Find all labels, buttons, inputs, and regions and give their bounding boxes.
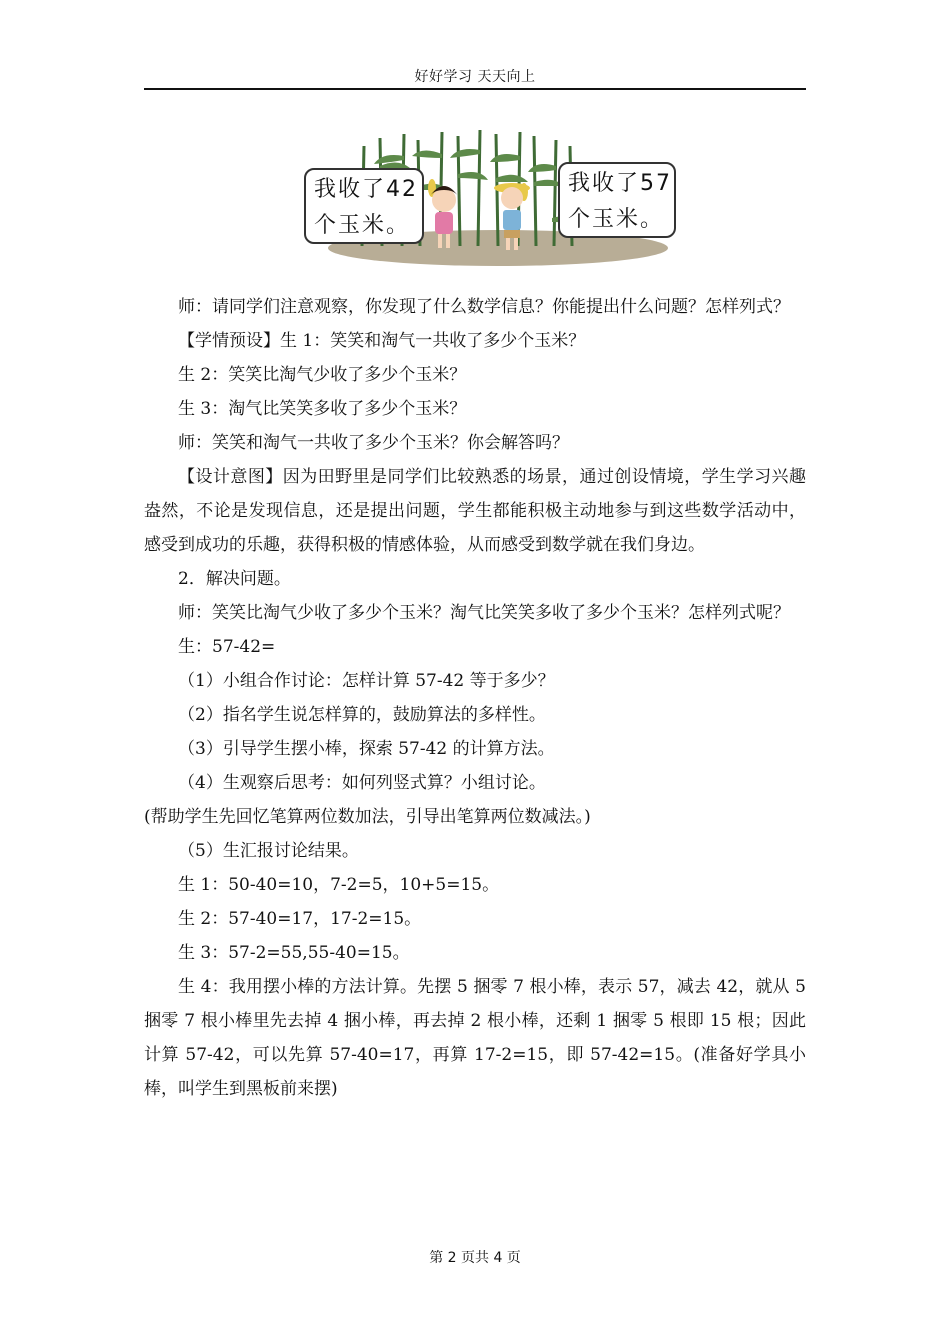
- paragraph: 师：请同学们注意观察，你发现了什么数学信息？你能提出什么问题？怎样列式？: [178, 297, 790, 317]
- paragraph: （1）小组合作讨论：怎样计算 57-42 等于多少？: [178, 671, 555, 691]
- page-header: 好好学习 天天向上: [414, 69, 536, 85]
- paragraph: (帮助学生先回忆笔算两位数加法，引导出笔算两位数减法。): [144, 807, 591, 827]
- cornfield-illustration: [302, 126, 678, 268]
- speech-bubble-boy: [558, 162, 676, 238]
- bubble-boy-line2: 个玉米。: [568, 207, 665, 232]
- paragraph: （4）生观察后思考：如何列竖式算？小组讨论。: [178, 773, 546, 793]
- paragraph: 生 3：淘气比笑笑多收了多少个玉米？: [178, 399, 467, 419]
- paragraph: 生 2：57-40=17，17-2=15。: [178, 909, 422, 929]
- bubble-girl-line1: 我收了42: [314, 177, 418, 202]
- paragraph: 生：57-42=: [178, 637, 276, 657]
- paragraph: 生 2：笑笑比淘气少收了多少个玉米？: [178, 365, 467, 385]
- paragraph: （3）引导学生摆小棒，探索 57-42 的计算方法。: [178, 739, 555, 759]
- bubble-girl-line2: 个玉米。: [314, 213, 411, 238]
- section-heading: 2．解决问题。: [178, 569, 291, 589]
- page-number: 第 2 页共 4 页: [429, 1250, 521, 1266]
- speech-bubble-girl: [304, 168, 424, 244]
- paragraph: 生 4：我用摆小棒的方法计算。先摆 5 捆零 7 根小棒，表示 57，减去 42，就从 5 捆零 7 根小棒里先去掉 4 捆小棒，再去掉 2 根小棒，还剩 1 捆零 5 根即 15 根；因此计算 57-42，可以先算 57-40=17，再算 17-2=15，即 57-42=15。(准备好学具小棒，叫学生到黑板前来摆): [144, 977, 806, 1099]
- paragraph: 【学情预设】生 1：笑笑和淘气一共收了多少个玉米？: [178, 331, 586, 351]
- paragraph: （5）生汇报讨论结果。: [178, 841, 359, 861]
- paragraph: 师：笑笑比淘气少收了多少个玉米？淘气比笑笑多收了多少个玉米？怎样列式呢？: [178, 603, 790, 623]
- paragraph: 生 3：57-2=55,55-40=15。: [178, 943, 410, 963]
- document-body: [144, 290, 806, 1106]
- bubble-boy-line1: 我收了57: [568, 171, 672, 196]
- paragraph: 生 1：50-40=10，7-2=5，10+5=15。: [178, 875, 500, 895]
- paragraph: 师：笑笑和淘气一共收了多少个玉米？你会解答吗？: [178, 433, 569, 453]
- paragraph: （2）指名学生说怎样算的，鼓励算法的多样性。: [178, 705, 546, 725]
- header-divider: [144, 88, 806, 90]
- paragraph: 【设计意图】因为田野里是同学们比较熟悉的场景，通过创设情境，学生学习兴趣盎然，不论是发现信息，还是提出问题，学生都能积极主动地参与到这些数学活动中，感受到成功的乐趣，获得积极的情感体验，从而感受到数学就在我们身边。: [144, 467, 806, 555]
